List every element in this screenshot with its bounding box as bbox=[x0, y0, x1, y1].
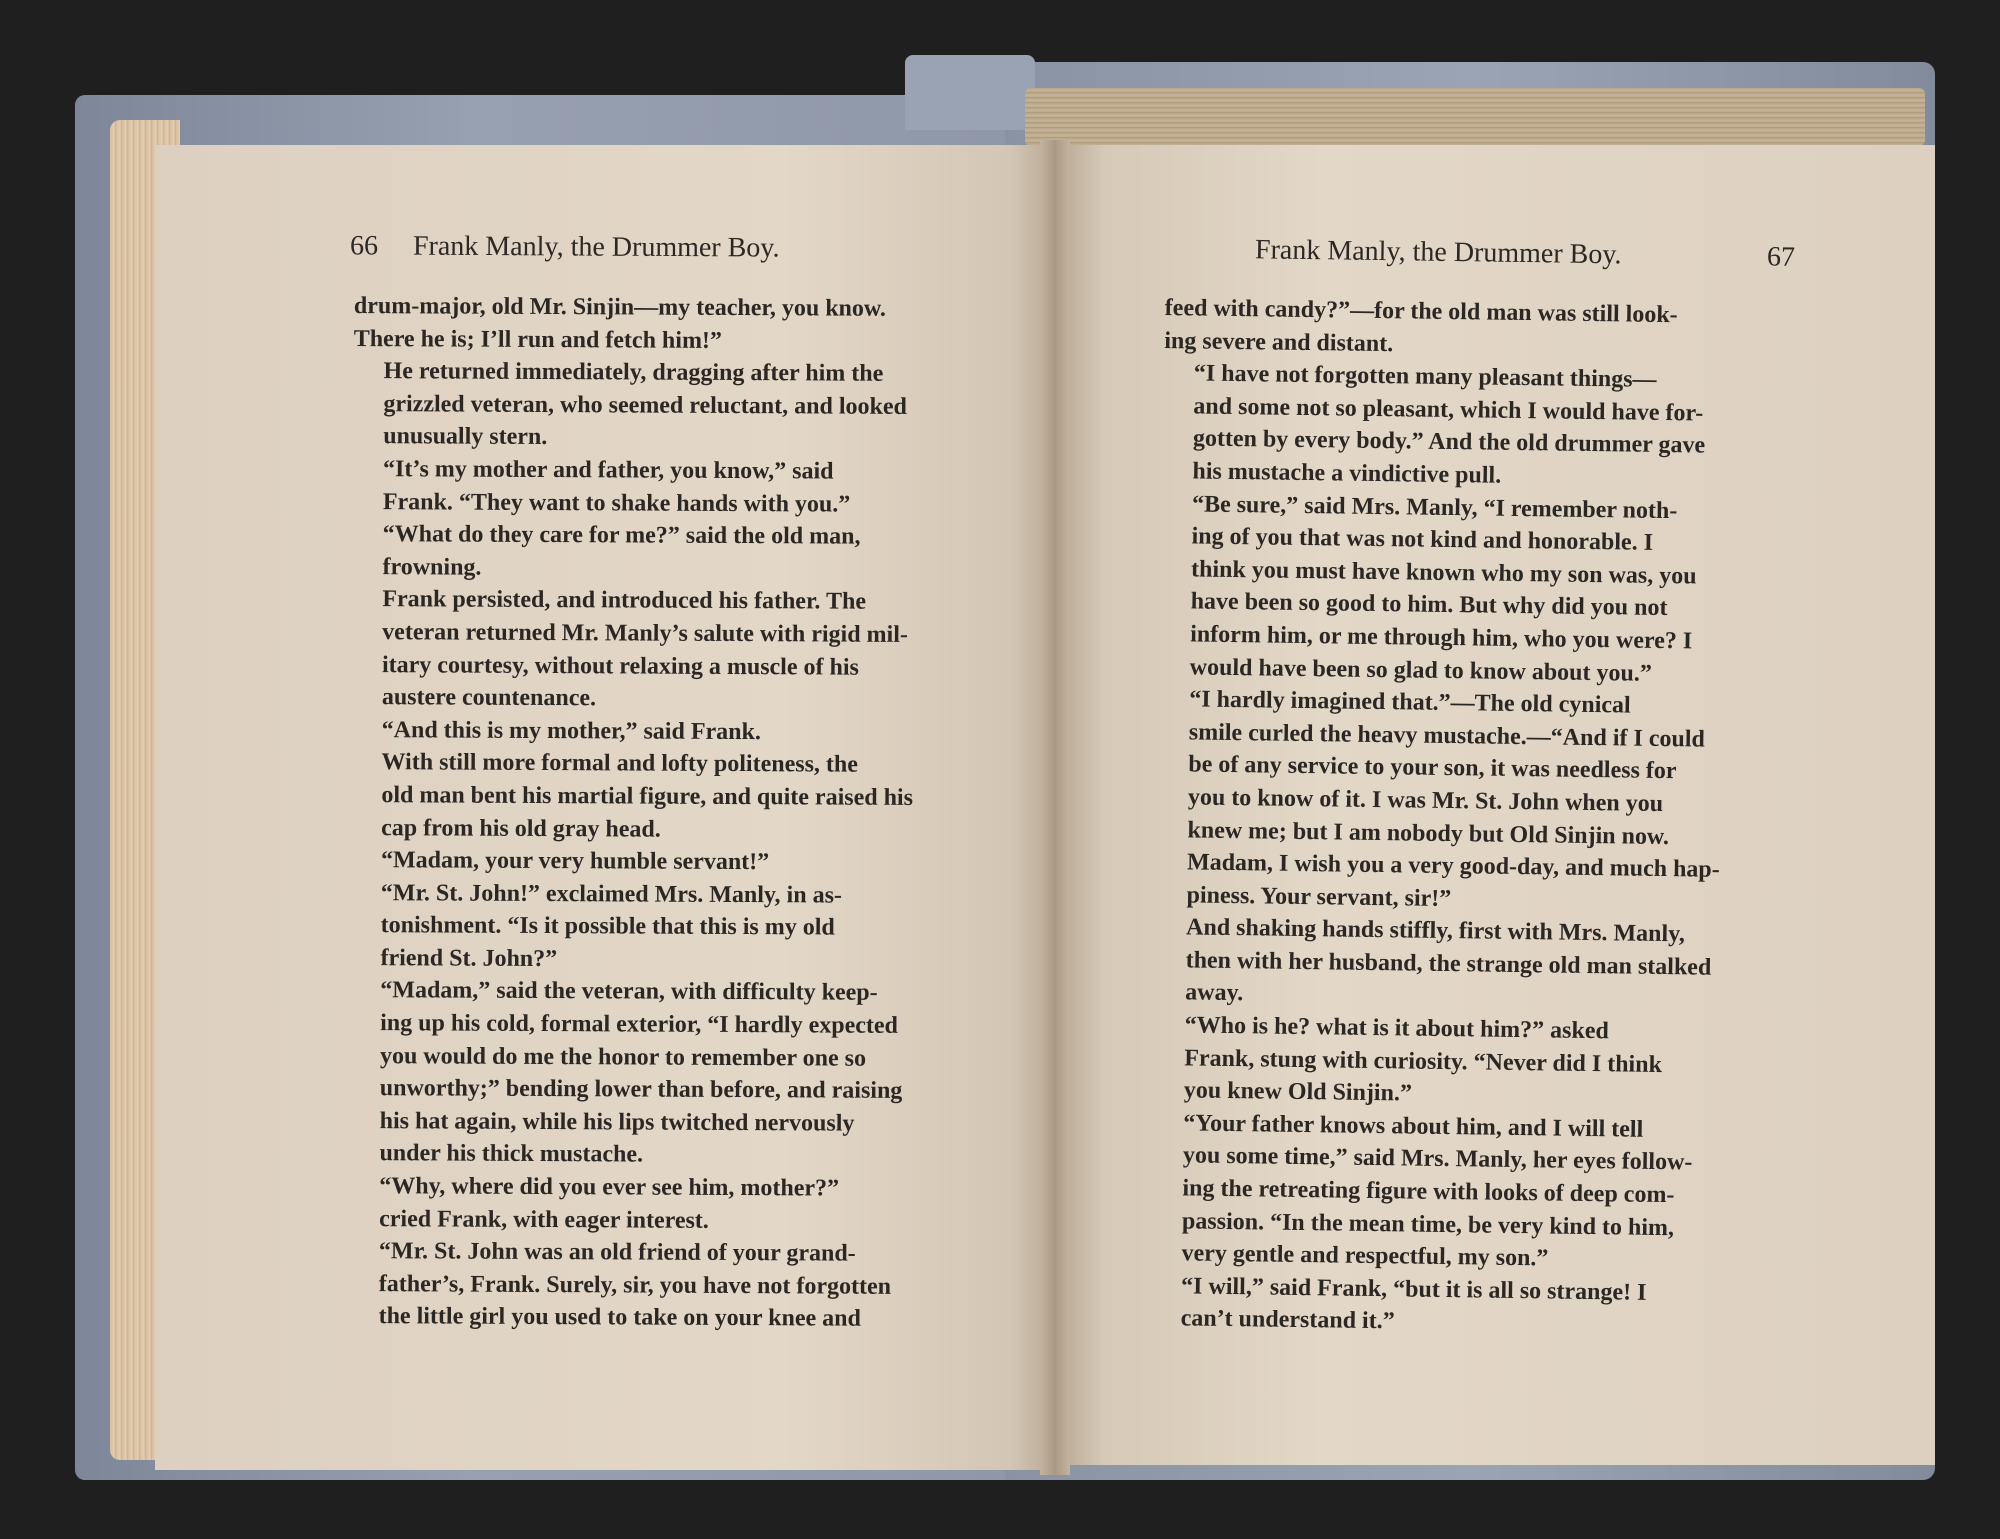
text-line: “I hardly imagined that.”—The old cynical bbox=[1189, 686, 1631, 719]
text-line: And shaking hands stiffly, first with Mrs. Manly, bbox=[1185, 914, 1686, 948]
paragraph bbox=[351, 746, 983, 847]
page-number: 67 bbox=[1766, 241, 1796, 273]
text-line: piness. Your servant, sir!” bbox=[1186, 882, 1452, 912]
paragraph bbox=[352, 518, 983, 586]
paragraph bbox=[349, 974, 981, 1173]
text-line: you to know of it. I was Mr. St. John when you bbox=[1187, 784, 1664, 817]
text-line: “Madam, your very humble servant!” bbox=[380, 847, 770, 876]
text-line: ing of you that was not kind and honorable. I bbox=[1191, 523, 1654, 556]
text-line: veteran returned Mr. Manly’s salute with rigid mil- bbox=[382, 619, 908, 648]
text-line: gotten by every body.” And the old drummer gave bbox=[1192, 425, 1706, 459]
text-line: ing severe and distant. bbox=[1164, 327, 1394, 357]
text-line: under his thick mustache. bbox=[379, 1140, 644, 1168]
right-page-body bbox=[1150, 292, 1782, 1344]
text-line: can’t understand it.” bbox=[1180, 1305, 1395, 1335]
paragraph bbox=[1156, 683, 1776, 920]
paragraph bbox=[354, 290, 985, 358]
text-line: frowning. bbox=[382, 553, 482, 581]
paragraph bbox=[351, 844, 982, 880]
paragraph bbox=[352, 714, 983, 750]
paragraph bbox=[1155, 911, 1773, 1017]
text-line: itary courtesy, without relaxing a muscle of his bbox=[381, 651, 859, 681]
text-line: cried Frank, with eager interest. bbox=[379, 1205, 709, 1234]
text-line: you would do me the honor to remember one so bbox=[379, 1042, 867, 1072]
running-title: Frank Manly, the Drummer Boy. bbox=[1254, 234, 1622, 271]
text-line: Madam, I wish you a very good-day, and much hap- bbox=[1186, 849, 1720, 883]
text-line: “I will,” said Frank, “but it is all so strange! I bbox=[1180, 1273, 1647, 1306]
text-line: knew me; but I am nobody but Old Sinjin now. bbox=[1187, 816, 1670, 850]
paragraph bbox=[350, 877, 982, 978]
text-line: grizzled veteran, who seemed reluctant, and looked bbox=[383, 390, 907, 420]
text-line: passion. “In the mean time, be very kind to him, bbox=[1181, 1207, 1675, 1241]
book-gutter bbox=[1040, 140, 1070, 1475]
text-line: He returned immediately, dragging after him the bbox=[383, 358, 884, 387]
text-line: “Mr. St. John!” exclaimed Mrs. Manly, in as- bbox=[380, 879, 843, 909]
text-line: Frank, stung with curiosity. “Never did I think bbox=[1184, 1045, 1663, 1078]
text-line: There he is; I’ll run and fetch him!” bbox=[353, 325, 723, 354]
text-line: father’s, Frank. Surely, sir, you have not forgotten bbox=[378, 1270, 892, 1300]
text-line: “Who is he? what is it about him?” asked bbox=[1184, 1012, 1609, 1045]
text-line: “Be sure,” said Mrs. Manly, “I remember noth- bbox=[1191, 490, 1678, 524]
text-line: With still more formal and lofty politeness, the bbox=[381, 749, 859, 778]
paragraph bbox=[1151, 1107, 1770, 1279]
text-line: unusually stern. bbox=[383, 423, 548, 451]
text-line: “It’s my mother and father, you know,” said bbox=[382, 456, 834, 485]
text-line: very gentle and respectful, my son.” bbox=[1181, 1240, 1549, 1272]
text-line: “Why, where did you ever see him, mother?” bbox=[379, 1173, 840, 1202]
text-line: inform him, or me through him, who you were? I bbox=[1190, 621, 1693, 655]
text-line: “And this is my mother,” said Frank. bbox=[381, 716, 761, 745]
text-line: have been so good to him. But why did you not bbox=[1190, 588, 1668, 622]
text-line: smile curled the heavy mustache.—“And if I could bbox=[1188, 719, 1705, 753]
text-line: “Your father knows about him, and I will tell bbox=[1183, 1110, 1644, 1143]
text-line: “Mr. St. John was an old friend of your grand- bbox=[378, 1238, 856, 1267]
text-line: tonishment. “Is it possible that this is my old bbox=[380, 912, 835, 941]
paragraph bbox=[1154, 1009, 1772, 1115]
text-line: be of any service to your son, it was needless for bbox=[1188, 751, 1677, 785]
text-line: would have been so glad to know about you.” bbox=[1189, 653, 1653, 687]
text-line: unworthy;” bending lower than before, and raising bbox=[379, 1075, 903, 1105]
paragraph bbox=[349, 1235, 981, 1336]
paragraph bbox=[1160, 488, 1780, 692]
book-spine bbox=[905, 55, 1035, 130]
text-line: and some not so pleasant, which I would have for- bbox=[1193, 393, 1704, 427]
text-line: think you must have known who my son was, you bbox=[1190, 556, 1697, 590]
paragraph bbox=[1150, 1270, 1768, 1344]
text-line: Frank persisted, and introduced his father. The bbox=[382, 586, 867, 616]
paragraph bbox=[349, 1170, 980, 1238]
paragraph bbox=[352, 583, 984, 717]
text-line: his hat again, while his lips twitched nervously bbox=[379, 1107, 855, 1137]
text-line: old man bent his martial figure, and quite raised his bbox=[381, 782, 914, 811]
text-line: cap from his old gray head. bbox=[381, 814, 661, 843]
text-line: the little girl you used to take on your knee and bbox=[378, 1303, 861, 1333]
text-line: Frank. “They want to shake hands with you.” bbox=[382, 488, 851, 518]
paragraph bbox=[1162, 357, 1781, 496]
page-edges-top bbox=[1025, 88, 1925, 146]
page-number: 66 bbox=[349, 230, 379, 262]
text-line: you some time,” said Mrs. Manly, her eyes follow- bbox=[1182, 1142, 1693, 1176]
paragraph bbox=[353, 355, 985, 456]
text-line: you knew Old Sinjin.” bbox=[1183, 1077, 1413, 1107]
text-line: feed with candy?”—for the old man was still look- bbox=[1164, 294, 1678, 329]
left-page-body bbox=[349, 290, 985, 1336]
text-line: “Madam,” said the veteran, with difficulty keep- bbox=[380, 977, 878, 1007]
text-line: friend St. John?” bbox=[380, 945, 558, 972]
text-line: away. bbox=[1185, 979, 1244, 1007]
text-line: “What do they care for me?” said the old man, bbox=[382, 521, 861, 550]
text-line: then with her husband, the strange old man stalked bbox=[1185, 947, 1712, 981]
text-line: his mustache a vindictive pull. bbox=[1192, 458, 1502, 489]
running-title: Frank Manly, the Drummer Boy. bbox=[412, 230, 780, 264]
text-line: ing the retreating figure with looks of deep com- bbox=[1182, 1175, 1675, 1209]
left-page-header bbox=[350, 230, 990, 265]
paragraph bbox=[1164, 292, 1782, 366]
text-line: ing up his cold, formal exterior, “I hardly expected bbox=[380, 1010, 898, 1039]
text-line: drum-major, old Mr. Sinjin—my teacher, you know. bbox=[353, 292, 887, 322]
paragraph bbox=[353, 453, 984, 521]
text-line: “I have not forgotten many pleasant things— bbox=[1193, 360, 1657, 394]
text-line: austere countenance. bbox=[381, 684, 597, 712]
